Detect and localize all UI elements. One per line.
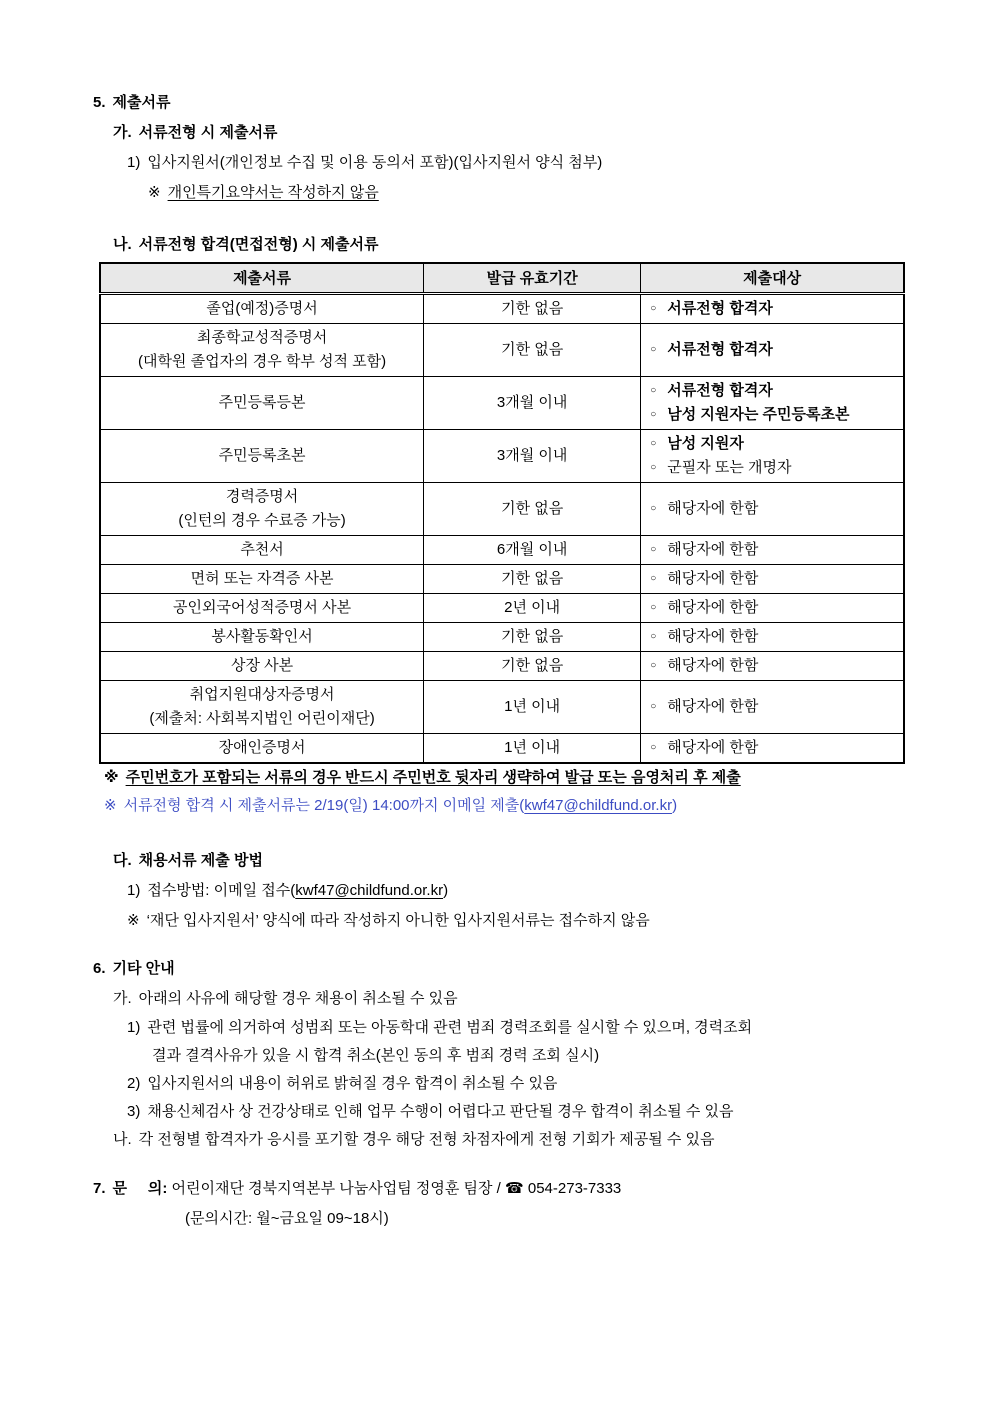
document-name-line: (인턴의 경우 수료증 가능) — [178, 511, 346, 529]
target-line: ○ 남성 지원자 — [650, 434, 744, 452]
target-cell — [641, 680, 904, 733]
document-name-cell — [100, 651, 424, 680]
target-cell — [641, 293, 904, 323]
section6-item-2 — [93, 1070, 934, 1098]
validity-cell: 기한 없음 — [424, 293, 641, 323]
item1-number: 1) — [127, 154, 141, 171]
validity-cell: 1년 이내 — [424, 680, 641, 733]
section6-sub-b — [93, 1126, 934, 1154]
item-text: 관련 법률에 의거하여 성범죄 또는 아동학대 관련 범죄 경력조회를 실시할 수 있으며, 경력조회 — [147, 1018, 753, 1036]
validity-cell: 3개월 이내 — [424, 429, 641, 482]
table-note-1 — [104, 764, 934, 792]
section7-hours — [93, 1204, 934, 1234]
item-number: 1) — [127, 1018, 141, 1036]
circle-bullet-icon: ○ — [650, 502, 657, 514]
section5-title: 제출서류 — [112, 94, 171, 111]
sub-b-title: 서류전형 합격(면접전형) 시 제출서류 — [138, 236, 379, 253]
target-cell — [641, 651, 904, 680]
section6-title: 기타 안내 — [112, 959, 175, 977]
document-name-line: 추천서 — [240, 540, 284, 558]
method-text: 접수방법: 이메일 접수( — [147, 881, 296, 899]
section5-item1 — [93, 148, 934, 178]
sub-c-label: 다. — [113, 851, 132, 869]
sub-b-label: 나. — [113, 1130, 132, 1148]
table-row — [100, 564, 904, 593]
circle-bullet-icon: ○ — [650, 437, 657, 449]
method-note-text: ‘재단 입사지원서’ 양식에 따라 작성하지 아니한 입사지원서류는 접수하지 않음 — [146, 911, 650, 929]
target-cell — [641, 429, 904, 482]
sub-a-title: 서류전형 시 제출서류 — [138, 124, 278, 141]
circle-bullet-icon: ○ — [650, 741, 657, 753]
email-link[interactable]: kwf47@childfund.or.kr — [524, 796, 673, 814]
reference-mark: ※ — [104, 768, 119, 786]
target-line: ○ 해당자에 한함 — [650, 627, 759, 645]
document-name-line: (대학원 졸업자의 경우 학부 성적 포함) — [137, 352, 387, 370]
item-text: 채용신체검사 상 건강상태로 인해 업무 수행이 어렵다고 판단될 경우 합격이 취소될 수 있음 — [147, 1102, 734, 1120]
table-note-2 — [104, 792, 934, 820]
section6-heading — [93, 954, 934, 984]
section7-number: 7. — [93, 1179, 106, 1197]
item1-note-text: 개인특기요약서는 작성하지 않음 — [167, 184, 379, 201]
document-name-cell — [100, 622, 424, 651]
target-cell — [641, 535, 904, 564]
document-name-cell — [100, 564, 424, 593]
document-name-line: 공인외국어성적증명서 사본 — [173, 598, 352, 616]
validity-cell: 3개월 이내 — [424, 376, 641, 429]
item-text-continued: 결과 결격사유가 있을 시 합격 취소(본인 동의 후 범죄 경력 조회 실시) — [152, 1046, 600, 1064]
validity-cell: 2년 이내 — [424, 593, 641, 622]
circle-bullet-icon: ○ — [650, 601, 657, 613]
document-name-line: 주민등록초본 — [218, 446, 306, 464]
item-text: 입사지원서의 내용이 허위로 밝혀질 경우 합격이 취소될 수 있음 — [147, 1074, 558, 1092]
document-name-line: 졸업(예정)증명서 — [206, 299, 318, 317]
table-row — [100, 535, 904, 564]
validity-cell: 6개월 이내 — [424, 535, 641, 564]
document-name-line: 면허 또는 자격증 사본 — [190, 569, 334, 587]
circle-bullet-icon: ○ — [650, 461, 657, 473]
table-row — [100, 376, 904, 429]
table-row — [100, 293, 904, 323]
document-name-line: 장애인증명서 — [218, 738, 306, 756]
sub-a-label: 가. — [113, 989, 132, 1007]
document-name-line: 봉사활동확인서 — [211, 627, 313, 645]
target-cell — [641, 564, 904, 593]
sub-b-text: 각 전형별 합격자가 응시를 포기할 경우 해당 전형 차점자에게 전형 기회가 제공될 수 있음 — [138, 1130, 715, 1148]
section5-sub-a — [93, 118, 934, 148]
target-line: ○ 해당자에 한함 — [650, 697, 759, 715]
target-line: ○ 서류전형 합격자 — [650, 381, 773, 399]
target-line: ○ 해당자에 한함 — [650, 499, 759, 517]
target-line: ○ 서류전형 합격자 — [650, 299, 773, 317]
target-cell — [641, 323, 904, 376]
item-number: 3) — [127, 1102, 141, 1120]
reference-mark: ※ — [104, 796, 117, 814]
circle-bullet-icon: ○ — [650, 700, 657, 712]
document-name-cell — [100, 680, 424, 733]
document-name-cell — [100, 535, 424, 564]
document-name-line: 주민등록등본 — [218, 393, 306, 411]
table-row — [100, 622, 904, 651]
section6-number: 6. — [93, 959, 106, 977]
table-row — [100, 482, 904, 535]
target-cell — [641, 622, 904, 651]
table-row — [100, 680, 904, 733]
table-row — [100, 323, 904, 376]
circle-bullet-icon: ○ — [650, 302, 657, 314]
target-line: ○ 남성 지원자는 주민등록초본 — [650, 405, 850, 423]
column-header-document: 제출서류 — [100, 263, 424, 293]
method-note — [93, 906, 934, 936]
document-name-cell — [100, 376, 424, 429]
target-cell — [641, 482, 904, 535]
hours-text: (문의시간: 월~금요일 09~18시) — [185, 1209, 389, 1227]
section6-item-1 — [93, 1014, 934, 1042]
table-row — [100, 593, 904, 622]
submission-documents-table — [99, 262, 905, 764]
circle-bullet-icon: ○ — [650, 343, 657, 355]
reference-mark: ※ — [148, 184, 161, 201]
sub-a-text: 아래의 사유에 해당할 경우 채용이 취소될 수 있음 — [138, 989, 458, 1007]
table-header-row — [100, 263, 904, 293]
documents-table-body — [100, 293, 904, 763]
target-line: ○ 해당자에 한함 — [650, 540, 759, 558]
item1-text: 입사지원서(개인정보 수집 및 이용 동의서 포함)(입사지원서 양식 첨부) — [147, 154, 603, 171]
validity-cell: 기한 없음 — [424, 323, 641, 376]
document-name-line: 상장 사본 — [230, 656, 294, 674]
target-line: ○ 해당자에 한함 — [650, 598, 759, 616]
document-name-line: 최종학교성적증명서 — [196, 328, 328, 346]
target-line: ○ 서류전형 합격자 — [650, 340, 773, 358]
document-name-cell — [100, 429, 424, 482]
target-line: ○ 군필자 또는 개명자 — [650, 458, 792, 476]
circle-bullet-icon: ○ — [650, 630, 657, 642]
circle-bullet-icon: ○ — [650, 408, 657, 420]
section5-number: 5. — [93, 94, 106, 111]
document-name-cell — [100, 293, 424, 323]
section5-heading — [93, 88, 934, 118]
target-line: ○ 해당자에 한함 — [650, 738, 759, 756]
column-header-validity: 발급 유효기간 — [424, 263, 641, 293]
validity-cell: 기한 없음 — [424, 482, 641, 535]
section6-item-3 — [93, 1098, 934, 1126]
table-note-2-text: 서류전형 합격 시 제출서류는 2/19(일) 14:00까지 이메일 제출( — [123, 796, 525, 814]
validity-cell: 기한 없음 — [424, 564, 641, 593]
section5-sub-b — [93, 230, 934, 260]
method-number: 1) — [127, 881, 141, 899]
circle-bullet-icon: ○ — [650, 572, 657, 584]
section5-sub-c — [93, 846, 934, 876]
sub-a-label: 가. — [113, 124, 132, 141]
document-name-line: 경력증명서 — [225, 487, 299, 505]
table-note-2-close: ) — [672, 796, 678, 814]
target-cell — [641, 376, 904, 429]
table-note-1-text: 주민번호가 포함되는 서류의 경우 반드시 주민번호 뒷자리 생략하여 발급 또는 음영처리 후 제출 — [125, 768, 741, 786]
section7-label: 문 의: — [112, 1179, 168, 1197]
validity-cell: 기한 없음 — [424, 651, 641, 680]
sub-b-label: 나. — [113, 236, 132, 253]
target-cell — [641, 733, 904, 763]
email-link[interactable]: kwf47@childfund.or.kr — [295, 881, 444, 899]
section5-item1-note — [93, 178, 934, 208]
document-name-cell — [100, 593, 424, 622]
reference-mark: ※ — [127, 911, 140, 929]
method-close: ) — [443, 881, 449, 899]
validity-cell: 1년 이내 — [424, 733, 641, 763]
method-item — [93, 876, 934, 906]
section7-contact-line — [93, 1174, 934, 1204]
contact-text: 어린이재단 경북지역본부 나눔사업팀 정영훈 팀장 / — [171, 1179, 501, 1197]
target-line: ○ 해당자에 한함 — [650, 569, 759, 587]
table-row — [100, 429, 904, 482]
section6-item-1-cont — [93, 1042, 934, 1070]
circle-bullet-icon: ○ — [650, 543, 657, 555]
document-name-cell — [100, 323, 424, 376]
target-line: ○ 해당자에 한함 — [650, 656, 759, 674]
circle-bullet-icon: ○ — [650, 384, 657, 396]
document-name-line: (제출처: 사회복지법인 어린이재단) — [149, 709, 375, 727]
validity-cell: 기한 없음 — [424, 622, 641, 651]
column-header-target: 제출대상 — [641, 263, 904, 293]
document-name-cell — [100, 733, 424, 763]
target-cell — [641, 593, 904, 622]
section6-sub-a — [93, 984, 934, 1014]
table-row — [100, 651, 904, 680]
phone-icon: ☎ — [505, 1179, 524, 1197]
document-name-line: 취업지원대상자증명서 — [189, 685, 335, 703]
phone-number: 054-273-7333 — [527, 1179, 622, 1197]
sub-c-title: 채용서류 제출 방법 — [138, 851, 263, 869]
item-number: 2) — [127, 1074, 141, 1092]
circle-bullet-icon: ○ — [650, 659, 657, 671]
table-row — [100, 733, 904, 763]
document-name-cell — [100, 482, 424, 535]
